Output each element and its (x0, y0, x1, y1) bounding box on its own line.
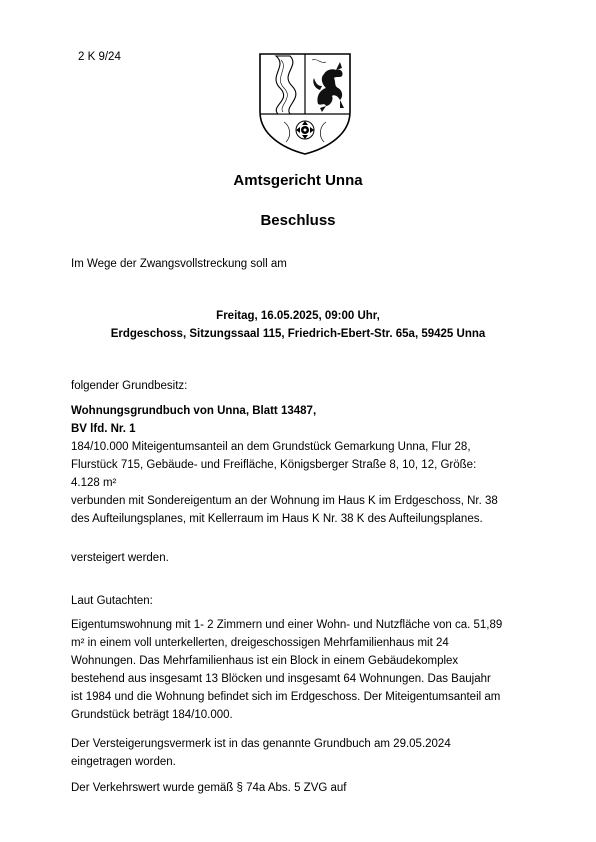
file-reference: 2 K 9/24 (78, 51, 121, 63)
appraisal-line: m² in einem voll unterkellerten, dreigeschossigen Mehrfamilienhaus mit 24 (71, 637, 449, 649)
appraisal-line: Grundstück beträgt 184/10.000. (71, 709, 233, 721)
appointment-place: Erdgeschoss, Sitzungssaal 115, Friedrich-Ebert-Str. 65a, 59425 Unna (110, 328, 486, 340)
property-description-line: 184/10.000 Miteigentumsanteil an dem Grundstück Gemarkung Unna, Flur 28, (71, 441, 471, 453)
register-note-line: Der Versteigerungsvermerk ist in das genannte Grundbuch am 29.05.2024 (71, 738, 451, 750)
appraisal-line: bestehend aus insgesamt 13 Blöcken und insgesamt 64 Wohnungen. Das Baujahr (71, 673, 491, 685)
appraisal-line: ist 1984 und die Wohnung befindet sich im Erdgeschoss. Der Miteigentumsanteil am (71, 691, 501, 703)
market-value-line: Der Verkehrswert wurde gemäß § 74a Abs. 5 ZVG auf (71, 782, 347, 794)
appraisal-line: Eigentumswohnung mit 1- 2 Zimmern und einer Wohn- und Nutzfläche von ca. 51,89 (71, 619, 503, 631)
intro-text: Im Wege der Zwangsvollstreckung soll am (71, 258, 287, 270)
appraisal-line: Wohnungen. Das Mehrfamilienhaus ist ein Block in einem Gebäudekomplex (71, 655, 459, 667)
property-description-line: des Aufteilungsplanes, mit Kellerraum im Haus K Nr. 38 K des Aufteilungsplanes. (71, 513, 483, 525)
register-note-line: eingetragen worden. (71, 756, 176, 768)
nrw-coat-of-arms-icon (256, 50, 354, 156)
property-intro: folgender Grundbesitz: (71, 380, 188, 392)
auction-statement: versteigert werden. (71, 552, 169, 564)
document-type-heading: Beschluss (260, 212, 336, 229)
appointment-date: Freitag, 16.05.2025, 09:00 Uhr, (216, 310, 380, 322)
property-description-line: Flurstück 715, Gebäude- und Freifläche, Königsberger Straße 8, 10, 12, Größe: (71, 459, 477, 471)
property-description-line: 4.128 m² (71, 477, 117, 489)
land-register-line: Wohnungsgrundbuch von Unna, Blatt 13487, (71, 405, 317, 417)
bv-number-line: BV lfd. Nr. 1 (71, 423, 136, 435)
property-description-line: verbunden mit Sondereigentum an der Wohnung im Haus K im Erdgeschoss, Nr. 38 (71, 495, 498, 507)
appraisal-heading: Laut Gutachten: (71, 595, 153, 607)
court-name: Amtsgericht Unna (233, 172, 363, 189)
